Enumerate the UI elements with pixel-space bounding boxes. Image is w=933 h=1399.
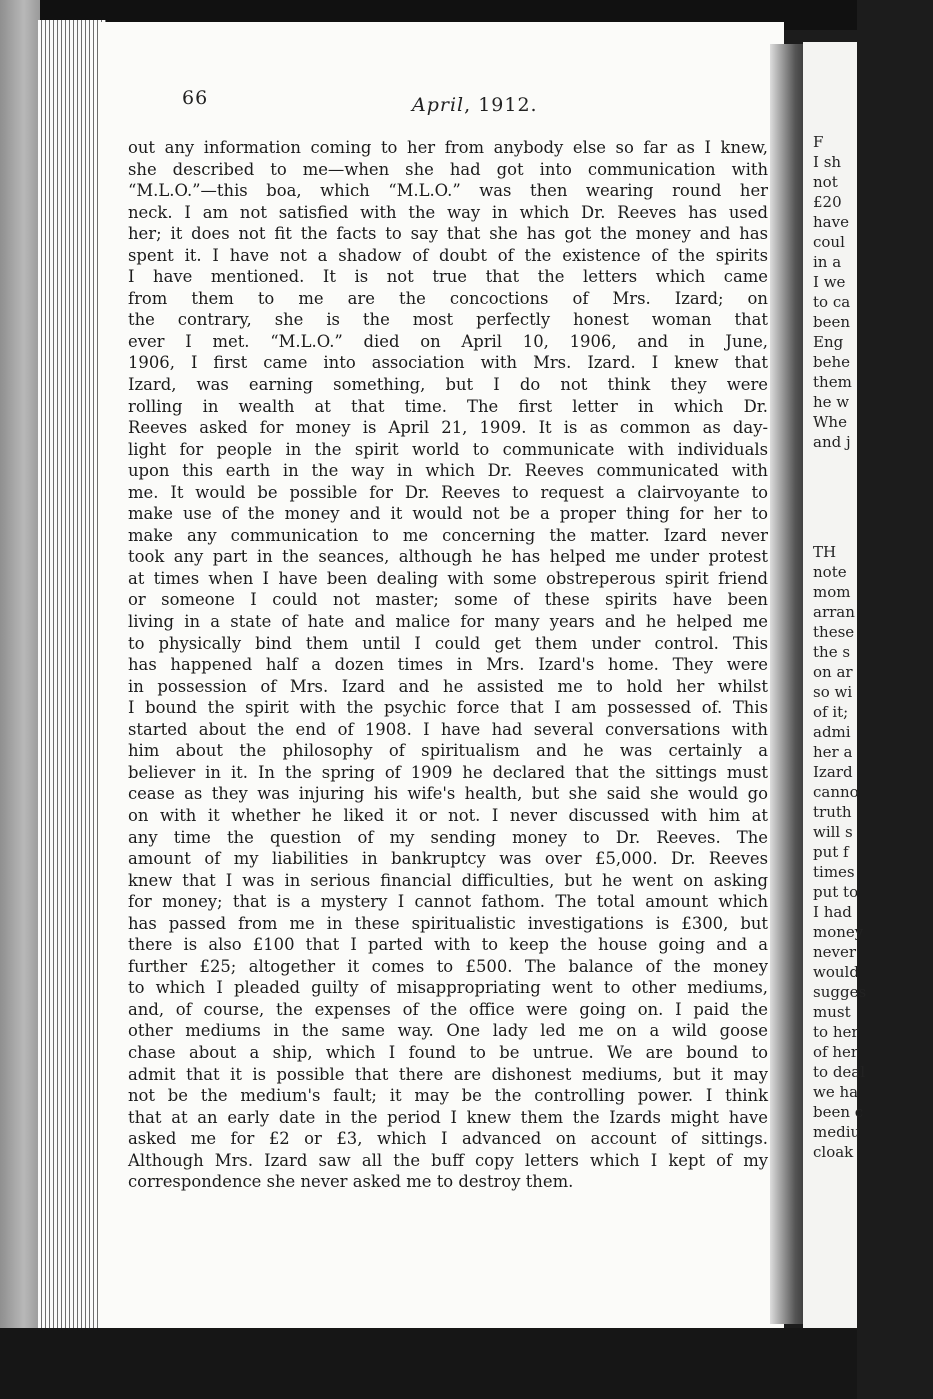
text-line: to physically bind them until I could get them under control. This <box>128 633 768 653</box>
text-line: from them to me are the concoctions of Mrs. Izard; on <box>128 288 768 308</box>
facing-gap <box>813 452 933 542</box>
facing-page-fragment <box>803 42 867 1332</box>
text-line: Reeves asked for money is April 21, 1909. It is as common as day- <box>128 418 768 438</box>
text-line: make use of the money and it would not be a proper thing for her to <box>128 504 768 524</box>
running-head <box>412 94 538 116</box>
text-line: she described to me—when she had got into communication with <box>128 159 768 179</box>
text-line: has passed from me in these spiritualistic investigations is £300, but <box>128 913 768 933</box>
facing-line: Eng <box>813 333 844 351</box>
text-line: rolling in wealth at that time. The first letter in which Dr. <box>128 396 768 416</box>
text-line: Although Mrs. Izard saw all the buff copy letters which I kept of my <box>128 1150 768 1170</box>
facing-line: he w <box>813 393 850 411</box>
facing-page-text <box>813 132 933 1162</box>
text-line: started about the end of 1908. I have had several conversations with <box>128 719 768 739</box>
text-line: the contrary, she is the most perfectly honest woman that <box>128 310 768 330</box>
text-line: asked me for £2 or £3, which I advanced on account of sittings. <box>128 1129 768 1149</box>
text-line: neck. I am not satisfied with the way in which Dr. Reeves has used <box>128 202 768 222</box>
facing-line: admi <box>813 723 851 741</box>
facing-line: must <box>813 1003 851 1021</box>
facing-line: her a <box>813 743 853 761</box>
facing-line: we ha <box>813 1083 859 1101</box>
facing-line: money <box>813 923 864 941</box>
text-line: admit that it is possible that there are dishonest mediums, but it may <box>128 1064 768 1084</box>
text-line: spent it. I have not a shadow of doubt of the existence of the spirits <box>128 245 768 265</box>
facing-line: would <box>813 963 859 981</box>
text-line: him about the philosophy of spiritualism and he was certainly a <box>128 741 768 761</box>
text-line: upon this earth in the way in which Dr. Reeves communicated with <box>128 461 768 481</box>
text-line: Izard, was earning something, but I do not think they were <box>128 375 768 395</box>
text-line: or someone I could not master; some of these spirits have been <box>128 590 768 610</box>
facing-line: been <box>813 313 851 331</box>
facing-line: the s <box>813 643 851 661</box>
running-head-month: April <box>412 94 465 116</box>
page-edges <box>38 20 106 1340</box>
text-line: believer in it. In the spring of 1909 he declared that the sittings must <box>128 762 768 782</box>
body-text <box>128 137 768 1193</box>
scan-bottom-border <box>0 1328 857 1399</box>
facing-line: have <box>813 213 849 231</box>
facing-line: to ca <box>813 293 851 311</box>
facing-line: been c <box>813 1103 864 1121</box>
facing-line: never <box>813 943 857 961</box>
text-line: in possession of Mrs. Izard and he assisted me to hold her whilst <box>128 676 768 696</box>
text-line: me. It would be possible for Dr. Reeves to request a clairvoyante to <box>128 482 768 502</box>
text-line: other mediums in the same way. One lady led me on a wild goose <box>128 1021 768 1041</box>
text-line: living in a state of hate and malice for many years and he helped me <box>128 612 768 632</box>
text-line: took any part in the seances, although he has helped me under protest <box>128 547 768 567</box>
facing-line: TH <box>813 543 837 561</box>
facing-line: cloak <box>813 1143 854 1161</box>
text-line: and, of course, the expenses of the office were going on. I paid the <box>128 999 768 1019</box>
facing-line: F <box>813 133 824 151</box>
facing-line: behe <box>813 353 851 371</box>
facing-line: times <box>813 863 855 881</box>
facing-line: mediu <box>813 1123 861 1141</box>
facing-line: to her <box>813 1023 859 1041</box>
text-line: her; it does not fit the facts to say that she has got the money and has <box>128 224 768 244</box>
text-line: for money; that is a mystery I cannot fathom. The total amount which <box>128 892 768 912</box>
text-line: cease as they was injuring his wife's health, but she said she would go <box>128 784 768 804</box>
facing-line: them <box>813 373 852 391</box>
text-line: not be the medium's fault; it may be the controlling power. I think <box>128 1086 768 1106</box>
text-line: “M.L.O.”—this boa, which “M.L.O.” was then wearing round her <box>128 181 768 201</box>
text-line: out any information coming to her from anybody else so far as I knew, <box>128 138 768 157</box>
facing-line: I sh <box>813 153 842 171</box>
facing-line: to deal <box>813 1063 866 1081</box>
text-line: chase about a ship, which I found to be untrue. We are bound to <box>128 1042 768 1062</box>
facing-line: £20 <box>813 193 842 211</box>
facing-line: I had <box>813 903 852 921</box>
text-line: that at an early date in the period I knew them the Izards might have <box>128 1107 768 1127</box>
facing-line: coul <box>813 233 845 251</box>
text-line: has happened half a dozen times in Mrs. Izard's home. They were <box>128 655 768 675</box>
facing-line: Whe <box>813 413 847 431</box>
facing-line: note <box>813 563 847 581</box>
facing-line: Izard <box>813 763 853 781</box>
facing-line: mom <box>813 583 851 601</box>
facing-line: arran <box>813 603 855 621</box>
text-line: correspondence she never asked me to destroy them. <box>128 1172 574 1192</box>
text-line: amount of my liabilities in bankruptcy was over £5,000. Dr. Reeves <box>128 849 768 869</box>
text-line: any time the question of my sending money to Dr. Reeves. The <box>128 827 768 847</box>
facing-line: put to <box>813 883 859 901</box>
facing-line: these <box>813 623 855 641</box>
facing-line: on ar <box>813 663 853 681</box>
facing-line: truth <box>813 803 852 821</box>
facing-line: not <box>813 173 838 191</box>
page-number: 66 <box>182 87 209 109</box>
text-line: ever I met. “M.L.O.” died on April 10, 1906, and in June, <box>128 331 768 351</box>
text-line: there is also £100 that I parted with to keep the house going and a <box>128 935 768 955</box>
facing-line: sugges <box>813 983 867 1001</box>
book-cover-edge <box>0 0 40 1399</box>
text-line: I bound the spirit with the psychic force that I am possessed of. This <box>128 698 768 718</box>
running-head-year: , 1912. <box>464 94 538 116</box>
facing-line: of her <box>813 1043 859 1061</box>
text-line: light for people in the spirit world to communicate with individuals <box>128 439 768 459</box>
text-line: make any communication to me concerning the matter. Izard never <box>128 525 768 545</box>
facing-line: will s <box>813 823 853 841</box>
facing-line: and j <box>813 433 851 451</box>
text-line: at times when I have been dealing with some obstreperous spirit friend <box>128 568 768 588</box>
facing-line: I we <box>813 273 846 291</box>
text-line: knew that I was in serious financial difficulties, but he went on asking <box>128 870 768 890</box>
text-line: 1906, I first came into association with Mrs. Izard. I knew that <box>128 353 768 373</box>
text-line: on with it whether he liked it or not. I never discussed with him at <box>128 805 768 825</box>
facing-line: in a <box>813 253 842 271</box>
text-line: I have mentioned. It is not true that the letters which came <box>128 267 768 287</box>
facing-line: canno <box>813 783 859 801</box>
facing-line: of it; <box>813 703 849 721</box>
facing-line: so wi <box>813 683 853 701</box>
text-line: to which I pleaded guilty of misappropriating went to other mediums, <box>128 978 768 998</box>
text-line: further £25; altogether it comes to £500. The balance of the money <box>128 956 768 976</box>
facing-line: put f <box>813 843 849 861</box>
